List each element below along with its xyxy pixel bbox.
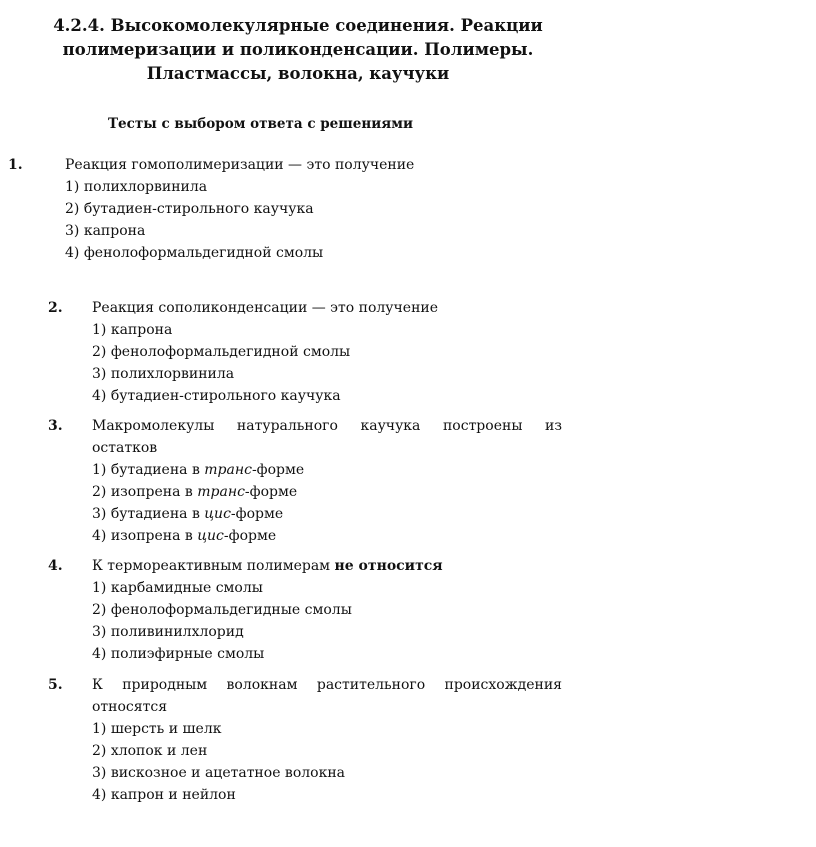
answer-option: 4) изопрена в цис-форме xyxy=(92,528,277,544)
answer-option: 2) бутадиен-стирольного каучука xyxy=(65,201,314,217)
answer-option: 1) капрона xyxy=(92,322,173,338)
question-stem: Реакция сополиконденсации — это получение xyxy=(92,300,439,316)
question-stem: К термореактивным полимерам не относится xyxy=(92,558,443,574)
answer-option: 4) полиэфирные смолы xyxy=(92,646,265,662)
subtitle: Тесты с выбором ответа с решениями xyxy=(108,116,413,132)
question-stem-continued: относятся xyxy=(92,699,168,715)
answer-option: 3) поливинилхлорид xyxy=(92,624,244,640)
answer-option: 3) бутадиена в цис-форме xyxy=(92,506,284,522)
title-line-1: 4.2.4. Высокомолекулярные соединения. Реакции xyxy=(53,16,543,35)
answer-option: 3) полихлорвинила xyxy=(92,366,235,382)
question-number: 4. xyxy=(48,558,63,574)
question-stem: Макромолекулы натурального каучука построены из xyxy=(92,418,562,434)
emphasis-not: не относится xyxy=(334,558,443,574)
question-number: 3. xyxy=(48,418,63,434)
title-line-2: полимеризации и поликонденсации. Полимеры. xyxy=(62,40,534,59)
section-title xyxy=(38,14,558,86)
answer-option: 4) бутадиен-стирольного каучука xyxy=(92,388,341,404)
answer-option: 1) бутадиена в транс-форме xyxy=(92,462,305,478)
answer-option: 2) фенолоформальдегидные смолы xyxy=(92,602,352,618)
answer-option: 2) фенолоформальдегидной смолы xyxy=(92,344,351,360)
question-stem: К природным волокнам растительного происхождения xyxy=(92,677,562,693)
question-number: 5. xyxy=(48,677,63,693)
answer-option: 2) изопрена в транс-форме xyxy=(92,484,298,500)
answer-option: 1) шерсть и шелк xyxy=(92,721,222,737)
answer-option: 4) капрон и нейлон xyxy=(92,787,236,803)
answer-option: 3) вискозное и ацетатное волокна xyxy=(92,765,345,781)
question-stem: Реакция гомополимеризации — это получение xyxy=(65,157,415,173)
answer-option: 2) хлопок и лен xyxy=(92,743,208,759)
answer-option: 4) фенолоформальдегидной смолы xyxy=(65,245,324,261)
answer-option: 1) полихлорвинила xyxy=(65,179,208,195)
answer-option: 3) капрона xyxy=(65,223,146,239)
question-number: 1. xyxy=(8,157,23,173)
question-stem-continued: остатков xyxy=(92,440,158,456)
answer-option: 1) карбамидные смолы xyxy=(92,580,263,596)
title-line-3: Пластмассы, волокна, каучуки xyxy=(146,64,450,83)
question-number: 2. xyxy=(48,300,63,316)
